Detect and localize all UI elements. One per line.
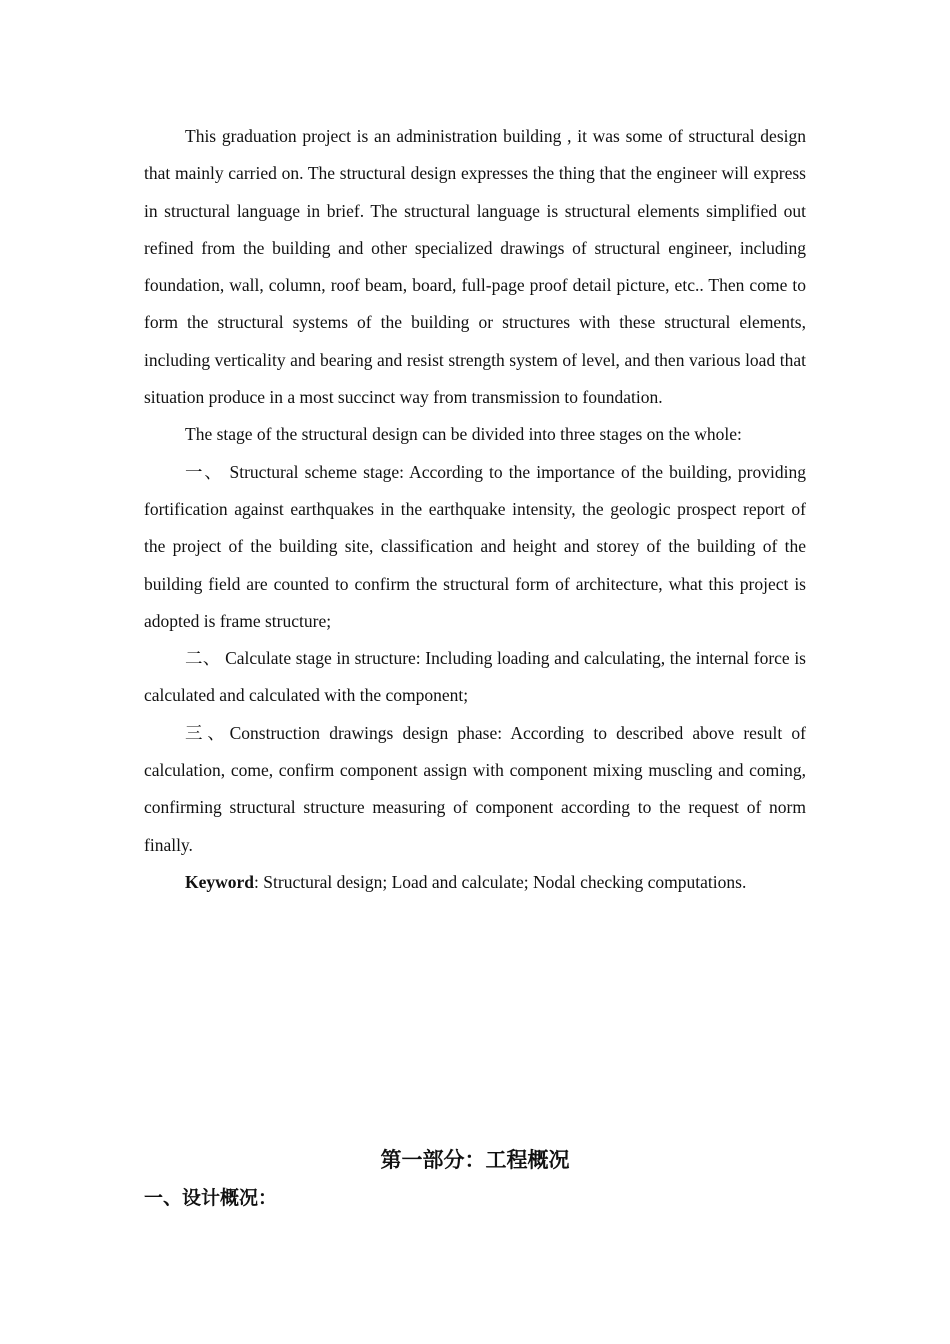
keyword-label: Keyword [185, 871, 255, 892]
section-heading: 一、设计概况： [144, 1187, 278, 1209]
abstract-body [144, 118, 806, 901]
stage-3-paragraph: 三、Construction drawings design phase: According to described above result of calculation, come, confirm component assign with component mixing muscling and coming, confirming structural structure measuring of component according to the request of norm finally. [144, 722, 806, 855]
stage-2-paragraph: 二、 Calculate stage in structure: Including loading and calculating, the internal force is calculated and calculated with the component; [144, 648, 806, 706]
keyword-line [144, 864, 806, 901]
abstract-paragraph-1: This graduation project is an administration building , it was some of structural design that mainly carried on. The structural design expresses the thing that the engineer will express in structural language in brief. The structural language is structural elements simplified out refined from the building and other specialized drawings of structural engineer, including foundation, wall, column, roof beam, board, full-page proof detail picture, etc.. Then come to form the structural systems of the building or structures with these structural elements, including verticality and bearing and resist strength system of level, and then various load that situation produce in a most succinct way from transmission to foundation. [144, 126, 806, 408]
part-title: 第一部分：工程概况 [380, 1148, 570, 1172]
keyword-text: : Structural design; Load and calculate; Nodal checking computations. [254, 871, 747, 892]
stage-1-paragraph: 一、 Structural scheme stage: According to the importance of the building, providing fortification against earthquakes in the earthquake intensity, the geologic prospect report of the project of the building site, classification and height and storey of the building of the building field are counted to confirm the structural form of architecture, what this project is adopted is frame structure; [144, 461, 806, 631]
abstract-paragraph-2: The stage of the structural design can be divided into three stages on the whole: [185, 424, 742, 445]
